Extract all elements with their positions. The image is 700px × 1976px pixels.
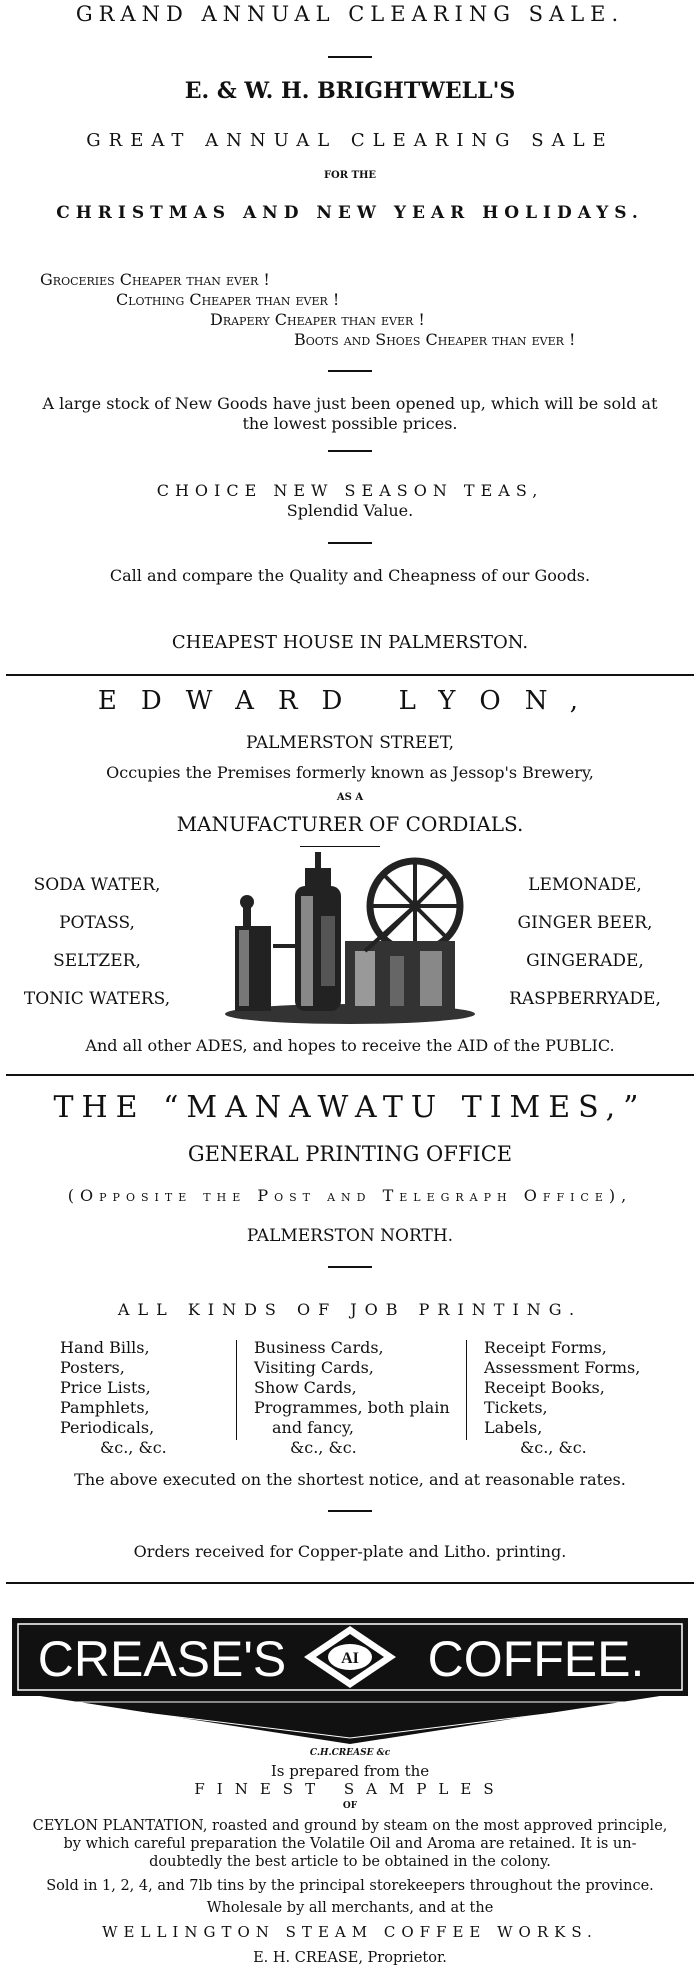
printing-item: Pamphlets, xyxy=(60,1398,150,1417)
ai-badge: AI xyxy=(341,1650,359,1667)
holidays-heading: CHRISTMAS AND NEW YEAR HOLIDAYS. xyxy=(56,203,644,223)
cordial-item: LEMONADE, xyxy=(528,875,642,895)
cordial-item: SELTZER, xyxy=(53,951,141,971)
for-the: FOR THE xyxy=(323,170,377,181)
divider xyxy=(328,450,372,452)
cheaper-line: Boots and Shoes Cheaper than ever ! xyxy=(294,330,576,349)
printing-item: Hand Bills, xyxy=(60,1338,150,1357)
divider xyxy=(328,1510,372,1512)
new-goods-line2: the lowest possible prices. xyxy=(242,414,458,433)
times-office: GENERAL PRINTING OFFICE xyxy=(187,1142,513,1166)
great-annual-sale: GREAT ANNUAL CLEARING SALE xyxy=(86,130,614,151)
lyon-premises: Occupies the Premises formerly known as Jessop's Brewery, xyxy=(106,763,594,782)
printing-col-2 xyxy=(254,1338,450,1458)
lyon-name: EDWARD LYON, xyxy=(97,686,603,716)
of-word: OF xyxy=(342,1801,358,1811)
printing-item: Programmes, both plain xyxy=(254,1398,450,1417)
cheaper-line: Groceries Cheaper than ever ! xyxy=(40,270,270,289)
printing-item: &c., &c. xyxy=(290,1438,357,1457)
cordials-right-list xyxy=(490,866,680,1018)
column-rule xyxy=(466,1340,467,1440)
executed-line: The above executed on the shortest notice, and at reasonable rates. xyxy=(74,1470,626,1489)
wholesale-line: Wholesale by all merchants, and at the xyxy=(206,1900,494,1916)
coffee-works: WELLINGTON STEAM COFFEE WORKS. xyxy=(102,1923,598,1941)
printing-item: Business Cards, xyxy=(254,1338,384,1357)
printing-item: &c., &c. xyxy=(100,1438,167,1457)
lyon-street: PALMERSTON STREET, xyxy=(245,733,455,753)
new-goods-line1: A large stock of New Goods have just been opened up, which will be sold at xyxy=(42,394,658,413)
as-a: AS A xyxy=(336,792,364,803)
coffee-banner xyxy=(12,1618,688,1744)
printing-item: and fancy, xyxy=(272,1418,354,1437)
divider xyxy=(328,1266,372,1268)
printing-item: Receipt Forms, xyxy=(484,1338,607,1357)
cheaper-line: Drapery Cheaper than ever ! xyxy=(210,310,425,329)
ceylon-line3: doubtedly the best article to be obtained in the colony. xyxy=(149,1854,551,1870)
ceylon-line2: by which careful preparation the Volatile Oil and Aroma are retained. It is un- xyxy=(63,1836,637,1852)
teas-value: Splendid Value. xyxy=(286,501,414,520)
cordial-item: SODA WATER, xyxy=(33,875,161,895)
lyon-manufacturer: MANUFACTURER OF CORDIALS. xyxy=(176,812,524,836)
cordial-item: GINGER BEER, xyxy=(517,913,653,933)
printing-item: Periodicals, xyxy=(60,1418,155,1437)
cheapest-house: CHEAPEST HOUSE IN PALMERSTON. xyxy=(171,632,529,653)
divider xyxy=(328,370,372,372)
printing-item: Price Lists, xyxy=(60,1378,151,1397)
cordial-item: RASPBERRYADE, xyxy=(509,989,661,1009)
cordial-item: POTASS, xyxy=(59,913,135,933)
soda-machine-engraving xyxy=(215,846,485,1026)
lyon-footer: And all other ADES, and hopes to receive the AID of the PUBLIC. xyxy=(85,1036,615,1055)
prepared-line: Is prepared from the xyxy=(270,1762,430,1780)
orders-line: Orders received for Copper-plate and Litho. printing. xyxy=(133,1542,567,1561)
printing-item: Tickets, xyxy=(484,1398,548,1417)
printing-item: Visiting Cards, xyxy=(254,1358,374,1377)
divider xyxy=(328,542,372,544)
cordial-item: GINGERADE, xyxy=(526,951,644,971)
printing-item: Posters, xyxy=(60,1358,125,1377)
printing-item: Assessment Forms, xyxy=(484,1358,641,1377)
cordial-item: TONIC WATERS, xyxy=(23,989,171,1009)
printing-item: Receipt Books, xyxy=(484,1378,605,1397)
column-rule xyxy=(236,1340,237,1440)
times-opposite: (Opposite the Post and Telegraph Office), xyxy=(67,1186,633,1205)
printing-item: Labels, xyxy=(484,1418,543,1437)
ceylon-line1: CEYLON PLANTATION, roasted and ground by steam on the most approved principle, xyxy=(32,1818,668,1834)
banner-left-text: CREASE'S xyxy=(37,1631,287,1687)
printing-item: &c., &c. xyxy=(520,1438,587,1457)
compare-line: Call and compare the Quality and Cheapness of our Goods. xyxy=(109,566,591,585)
cheaper-line: Clothing Cheaper than ever ! xyxy=(116,290,340,309)
times-place: PALMERSTON NORTH. xyxy=(246,1226,454,1246)
banner-right-text: COFFEE. xyxy=(427,1631,645,1687)
sale-headline: GRAND ANNUAL CLEARING SALE. xyxy=(75,2,625,26)
finest-samples: FINEST SAMPLES xyxy=(194,1780,506,1798)
banner-signature: C.H.CREASE &c xyxy=(309,1748,391,1758)
section-divider xyxy=(6,1582,694,1584)
brightwell-name: E. & W. H. BRIGHTWELL'S xyxy=(184,78,516,104)
proprietor-line: E. H. CREASE, Proprietor. xyxy=(253,1950,447,1966)
printing-col-1 xyxy=(60,1338,167,1458)
job-printing-heading: ALL KINDS OF JOB PRINTING. xyxy=(117,1300,583,1319)
printing-col-3 xyxy=(484,1338,640,1458)
divider xyxy=(328,56,372,58)
cordials-left-list xyxy=(22,866,172,1018)
section-divider xyxy=(6,1074,694,1076)
sold-line: Sold in 1, 2, 4, and 7lb tins by the principal storekeepers throughout the province. xyxy=(46,1878,654,1894)
times-title: THE “MANAWATU TIMES,” xyxy=(53,1090,647,1125)
teas-heading: CHOICE NEW SEASON TEAS, xyxy=(156,481,544,500)
printing-item: Show Cards, xyxy=(254,1378,357,1397)
section-divider xyxy=(6,674,694,676)
